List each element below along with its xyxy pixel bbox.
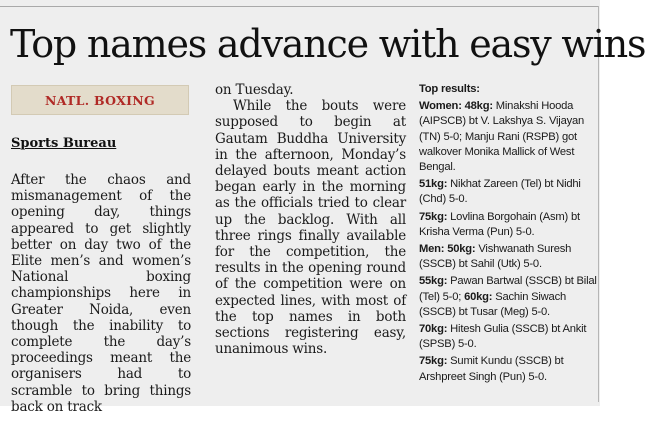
result-label: 75kg: (419, 355, 448, 368)
result-label: 75kg: (419, 210, 448, 223)
byline: Sports Bureau (11, 136, 117, 151)
result-label: 60kg: (464, 290, 493, 303)
article-column-1: After the chaos and mismanagement of the opening day, things appeared to get slightly better on day two of the Elite men’s and women’s National boxing championships here in Greater Noida, even though the inability to complete the day’s proceedings meant the organisers had to scramble to bring things back on track (11, 172, 191, 415)
result-label: Women: 48kg: (419, 100, 493, 113)
article-column-2 (215, 82, 406, 357)
result-entry (419, 354, 600, 384)
top-rule (0, 6, 598, 7)
result-text: Pawan Bartwal (SSCB) bt Bilal (Tel) 5-0; (419, 275, 597, 303)
column-2-carryover: on Tuesday. (215, 82, 294, 98)
headline: Top names advance with easy wins (10, 22, 645, 66)
result-entry (419, 177, 600, 207)
result-text: Vishwanath Suresh (SSCB) bt Sahil (Utk) 5-0. (419, 243, 572, 271)
result-entry (419, 322, 600, 352)
column-2-paragraph: While the bouts were supposed to begin at Gautam Buddha University in the afternoon, Monday’s delayed bouts meant action began early in the morning as the officials tried to clear up the backlog. With all three rings finally available for the competition, the results in the opening round of the competition were on expected lines, with most of the top names in both sections registering easy, unanimous wins. (215, 98, 406, 358)
result-text: Hitesh Gulia (SSCB) bt Ankit (SPSB) 5-0. (419, 323, 587, 351)
result-text: Lovlina Borgohain (Asm) bt Krisha Verma (Pun) 5-0. (419, 210, 580, 238)
result-text: Sumit Kundu (SSCB) bt Arshpreet Singh (Pun) 5-0. (419, 355, 564, 383)
result-entry (419, 242, 600, 272)
result-label: 55kg: (419, 275, 448, 288)
section-kicker: NATL. BOXING (11, 85, 189, 115)
results-heading: Top results: (419, 83, 480, 95)
result-label: Men: 50kg: (419, 243, 476, 256)
results-box (419, 82, 600, 385)
result-label: 70kg: (419, 323, 448, 336)
result-text: Minakshi Hooda (AIPSCB) bt V. Lakshya S. Vijayan (TN) 5-0; Manju Rani (RSPB) got walkover Monika Mallick of West Bengal. (419, 100, 585, 174)
result-entry (419, 210, 600, 240)
result-entry (419, 99, 600, 175)
result-text: Nikhat Zareen (Tel) bt Nidhi (Chd) 5-0. (419, 178, 581, 206)
result-entry (419, 274, 600, 320)
result-text: Sachin Siwach (SSCB) bt Tusar (Meg) 5-0. (419, 290, 566, 318)
result-label: 51kg: (419, 178, 448, 191)
